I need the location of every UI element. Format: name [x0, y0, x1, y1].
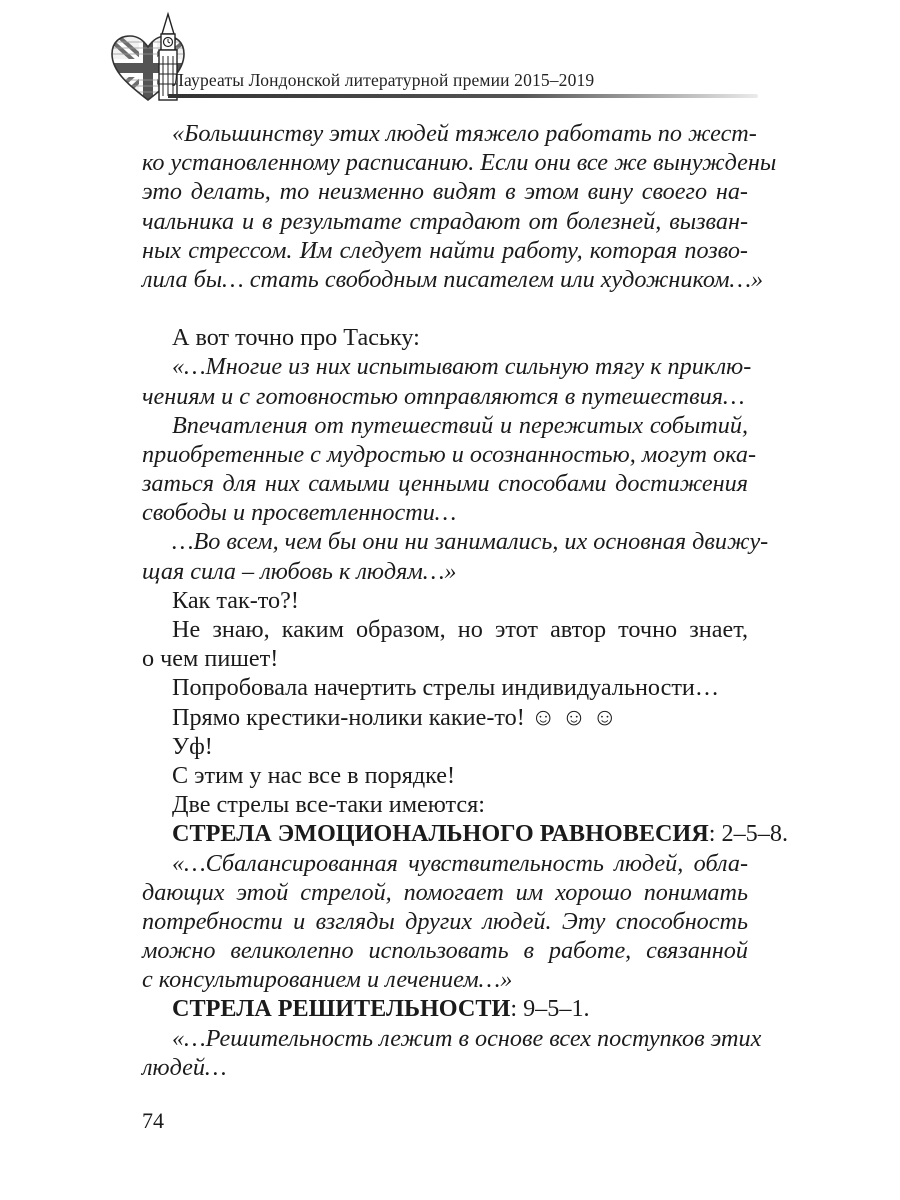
- header-rule: [168, 94, 758, 98]
- page-number: 74: [142, 1108, 164, 1133]
- text-line: чениям и с готовностью отправляются в путешествия…: [142, 382, 745, 410]
- text-line: «Большинству этих людей тяжело работать по жест-: [172, 120, 757, 147]
- page-header: [108, 8, 758, 108]
- text-line: о чем пишет!: [142, 645, 279, 673]
- arrow-value: : 2–5–8.: [708, 820, 789, 848]
- quote-paragraph-1: [142, 119, 777, 294]
- text-line: Не знаю, каким образом, но этот автор точно знает,: [172, 616, 748, 643]
- arrow-heading-emotional-balance: [142, 819, 789, 848]
- text-line: ко установленному расписанию. Если они все же вынуждены: [142, 149, 777, 177]
- arrow-title: СТРЕЛА РЕШИТЕЛЬНОСТИ: [172, 995, 511, 1023]
- text-line: Попробовала начертить стрелы индивидуальности…: [172, 674, 720, 702]
- text-line: чальника и в результате страдают от болезней, вызван-: [142, 207, 748, 235]
- arrow-value: : 9–5–1.: [510, 995, 590, 1023]
- quote-paragraph-4: [142, 527, 769, 585]
- text-line: можно великолепно использовать в работе, связанной: [142, 937, 748, 965]
- page-body: [142, 119, 789, 1082]
- text-line: приобретенные с мудростью и осознанностью, могут ока-: [142, 440, 757, 468]
- text-line: потребности и взгляды других людей. Эту способность: [142, 907, 748, 935]
- text-line: Как так-то?!: [172, 586, 299, 614]
- text-line: лила бы… стать свободным писателем или художником…»: [142, 265, 764, 293]
- text-line: «…Сбалансированная чувствительность людей, обла-: [172, 849, 748, 877]
- text-line: Уф!: [172, 732, 213, 760]
- text-line: …Во всем, чем бы они ни занимались, их основная движу-: [172, 528, 769, 556]
- text-line: Впечатления от путешествий и пережитых событий,: [172, 411, 748, 439]
- arrow-heading-determination: [142, 994, 748, 1023]
- quote-paragraph-5: [142, 849, 748, 995]
- text-line: людей…: [142, 1053, 227, 1081]
- quote-paragraph-2: [142, 352, 752, 410]
- text-line: дающих этой стрелой, помогает им хорошо понимать: [142, 878, 748, 906]
- running-title: Лауреаты Лондонской литературной премии 2015–2019: [172, 70, 595, 90]
- text-line: Прямо крестики-нолики какие-то! ☺ ☺ ☺: [172, 703, 618, 731]
- text-line: свободы и просветленности…: [142, 499, 457, 527]
- text-line: это делать, то неизменно видят в этом вину своего на-: [142, 178, 748, 206]
- paragraph-gap: [142, 294, 748, 323]
- text-line: А вот точно про Таську:: [172, 324, 420, 352]
- text-line: Две стрелы все-таки имеются:: [172, 791, 485, 819]
- quote-paragraph-6: [142, 1024, 762, 1082]
- text-line: С этим у нас все в порядке!: [172, 761, 456, 789]
- quote-paragraph-3: [142, 411, 757, 528]
- text-line: «…Решительность лежит в основе всех поступков этих: [172, 1024, 762, 1052]
- text-line: щая сила – любовь к людям…»: [142, 557, 457, 585]
- arrow-title: СТРЕЛА ЭМОЦИОНАЛЬНОГО РАВНОВЕСИЯ: [172, 820, 709, 848]
- paragraph: [142, 615, 748, 673]
- text-line: заться для них самыми ценными способами достижения: [142, 470, 748, 498]
- text-line: с консультированием и лечением…»: [142, 966, 513, 994]
- text-line: «…Многие из них испытывают сильную тягу к приклю-: [172, 353, 752, 381]
- text-line: ных стрессом. Им следует найти работу, которая позво-: [142, 236, 748, 264]
